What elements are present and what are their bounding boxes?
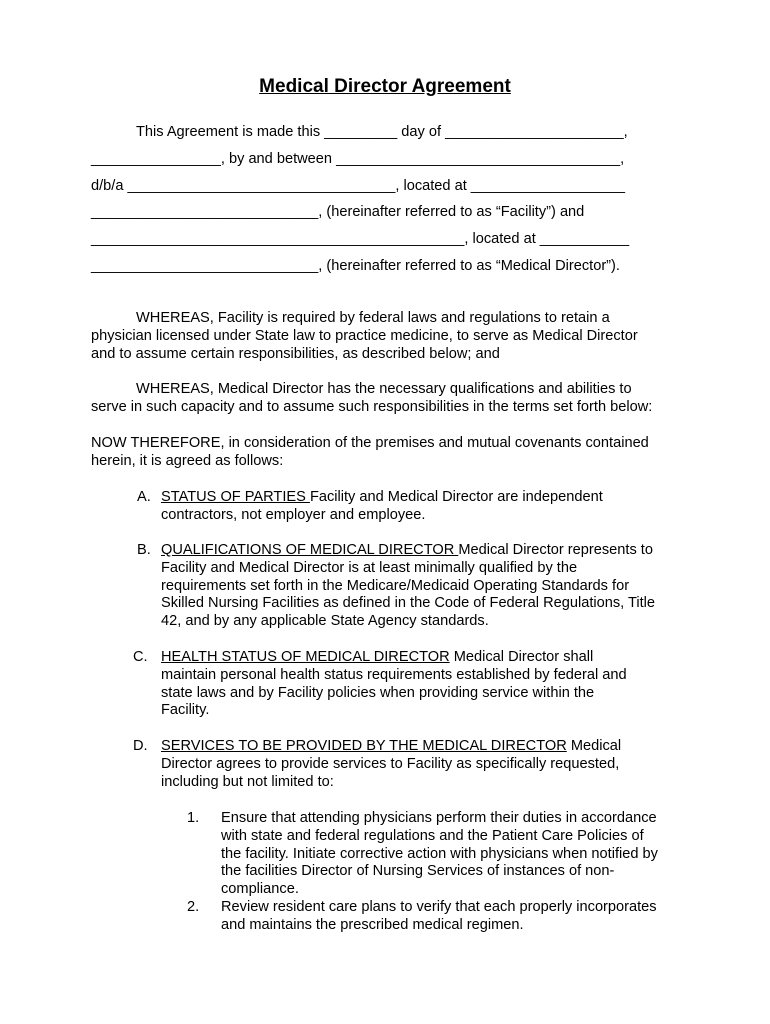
item-1-number: 1. bbox=[187, 810, 200, 826]
document-title: Medical Director Agreement bbox=[259, 76, 511, 97]
intro-line-1: This Agreement is made this _________ day of ______________________, bbox=[136, 124, 628, 140]
intro-line-2: ________________, by and between ___________________________________, bbox=[91, 151, 625, 167]
intro-line-3: d/b/a _________________________________, located at ___________________ bbox=[91, 178, 626, 194]
section-b-text: Medical Director represents to bbox=[458, 542, 653, 558]
item-2-number: 2. bbox=[187, 899, 200, 915]
item-2-line: Review resident care plans to verify that each properly incorporates bbox=[221, 899, 657, 915]
item-1-line: Ensure that attending physicians perform their duties in accordance bbox=[221, 810, 657, 826]
numbered-item-2 bbox=[221, 899, 657, 935]
section-d-line: including but not limited to: bbox=[161, 773, 334, 790]
section-d-label: D. bbox=[133, 738, 148, 754]
section-c-line: Facility. bbox=[161, 702, 210, 719]
now-therefore-line: NOW THEREFORE, in consideration of the premises and mutual covenants contained bbox=[91, 435, 649, 451]
whereas-paragraph-2 bbox=[91, 381, 652, 417]
whereas-2-line: WHEREAS, Medical Director has the necessary qualifications and abilities to bbox=[136, 381, 632, 397]
section-c-text: Medical Director shall bbox=[449, 649, 594, 665]
section-c-line: state laws and by Facility policies when providing service within the bbox=[161, 684, 595, 701]
whereas-1-line: physician licensed under State law to practice medicine, to serve as Medical Director bbox=[91, 327, 638, 344]
item-1-line: the facilities Director of Nursing Services of instances of non- bbox=[221, 863, 615, 880]
section-b-line: requirements set forth in the Medicare/Medicaid Operating Standards for bbox=[161, 577, 630, 594]
section-c-label: C. bbox=[133, 649, 148, 665]
item-1-line: with state and federal regulations and the Patient Care Policies of bbox=[221, 827, 644, 844]
section-b-label: B. bbox=[137, 542, 151, 558]
whereas-2-line: serve in such capacity and to assume such responsibilities in the terms set forth below: bbox=[91, 398, 653, 415]
item-2-line: and maintains the prescribed medical regimen. bbox=[221, 916, 524, 933]
intro-line-5: ______________________________________________, located at ___________ bbox=[91, 231, 630, 247]
section-d-heading: SERVICES TO BE PROVIDED BY THE MEDICAL DIRECTOR bbox=[161, 738, 567, 754]
item-1-line: the facility. Initiate corrective action with physicians when notified by bbox=[221, 845, 658, 862]
whereas-paragraph-1 bbox=[91, 310, 638, 363]
section-d bbox=[161, 738, 621, 791]
section-d-line: Director agrees to provide services to Facility as specifically requested, bbox=[161, 755, 620, 772]
section-a bbox=[161, 489, 603, 525]
section-b bbox=[161, 542, 655, 631]
intro-line-4: ____________________________, (hereinafter referred to as “Facility”) and bbox=[91, 204, 585, 220]
section-c bbox=[161, 649, 627, 720]
now-therefore-line: herein, it is agreed as follows: bbox=[91, 452, 284, 469]
whereas-1-line: WHEREAS, Facility is required by federal laws and regulations to retain a bbox=[136, 310, 610, 326]
section-d-text: Medical bbox=[566, 738, 622, 754]
section-b-line: Skilled Nursing Facilities as defined in the Code of Federal Regulations, Title bbox=[161, 595, 656, 612]
section-a-heading: STATUS OF PARTIES bbox=[161, 489, 310, 505]
intro-line-6: ____________________________, (hereinafter referred to as “Medical Director”). bbox=[91, 258, 620, 274]
section-a-line: contractors, not employer and employee. bbox=[161, 506, 426, 523]
section-b-line: Facility and Medical Director is at least minimally qualified by the bbox=[161, 559, 578, 576]
section-c-line: maintain personal health status requirements established by federal and bbox=[161, 666, 627, 683]
section-c-heading: HEALTH STATUS OF MEDICAL DIRECTOR bbox=[161, 649, 450, 665]
item-1-line: compliance. bbox=[221, 881, 299, 898]
section-a-label: A. bbox=[137, 489, 151, 505]
section-b-heading: QUALIFICATIONS OF MEDICAL DIRECTOR bbox=[161, 542, 459, 558]
now-therefore-paragraph bbox=[91, 435, 649, 471]
section-a-text: Facility and Medical Director are independent bbox=[309, 489, 603, 505]
section-b-line: 42, and by any applicable State Agency standards. bbox=[161, 613, 489, 630]
whereas-1-line: and to assume certain responsibilities, as described below; and bbox=[91, 345, 500, 362]
numbered-item-1 bbox=[221, 810, 658, 899]
